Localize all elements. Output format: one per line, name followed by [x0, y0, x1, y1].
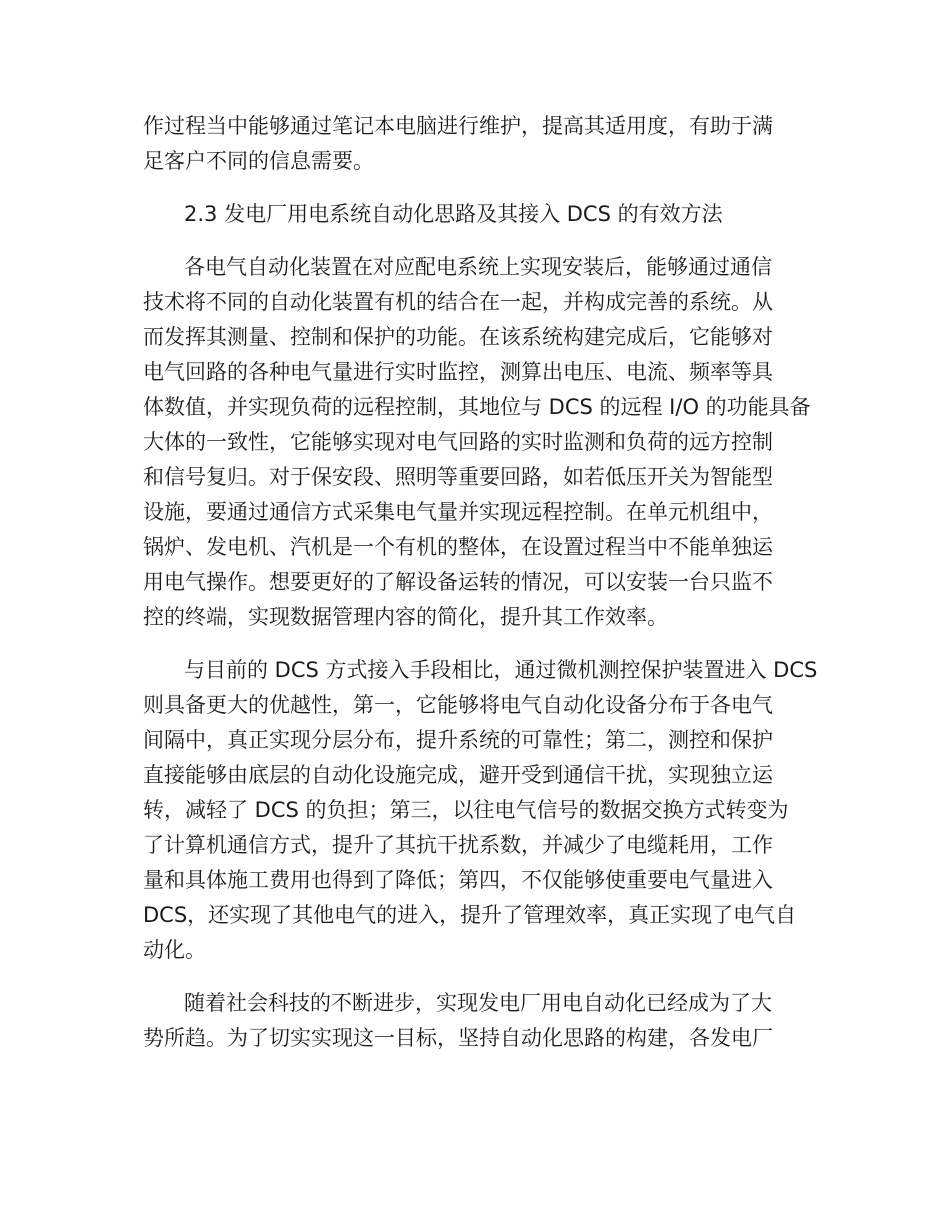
body-text-line: 而发挥其测量、控制和保护的功能。在该系统构建完成后，它能够对: [143, 325, 773, 349]
body-text-line: 动化。: [143, 938, 206, 962]
body-text-line: 和信号复归。对于保安段、照明等重要回路，如若低压开关为智能型: [143, 465, 773, 489]
body-text-line: 间隔中，真正实现分层分布，提升系统的可靠性；第二，测控和保护: [143, 728, 773, 752]
body-text-line: DCS，还实现了其他电气的进入，提升了管理效率，真正实现了电气自: [143, 903, 797, 927]
body-text-line: 大体的一致性，它能够实现对电气回路的实时监测和负荷的远方控制: [143, 430, 773, 454]
body-text-line: 电气回路的各种电气量进行实时监控，测算出电压、电流、频率等具: [143, 360, 773, 384]
body-text-line: 随着社会科技的不断进步，实现发电厂用电自动化已经成为了大: [184, 991, 772, 1015]
body-text-line: 量和具体施工费用也得到了降低；第四，不仅能够使重要电气量进入: [143, 868, 773, 892]
body-text-line: 锅炉、发电机、汽机是一个有机的整体，在设置过程当中不能单独运: [143, 535, 773, 559]
body-text-line: 用电气操作。想要更好的了解设备运转的情况，可以安装一台只监不: [143, 570, 773, 594]
body-text-line: 直接能够由底层的自动化设施完成，避开受到通信干扰，实现独立运: [143, 763, 773, 787]
body-text-line: 势所趋。为了切实实现这一目标，坚持自动化思路的构建，各发电厂: [143, 1026, 773, 1050]
body-text-line: 设施，要通过通信方式采集电气量并实现远程控制。在单元机组中，: [143, 500, 773, 524]
body-text-line: 体数值，并实现负荷的远程控制，其地位与 DCS 的远程 I/O 的功能具备: [143, 395, 811, 419]
body-text-line: 则具备更大的优越性，第一，它能够将电气自动化设备分布于各电气: [143, 693, 773, 717]
body-text-line: 转，减轻了 DCS 的负担；第三，以往电气信号的数据交换方式转变为: [143, 798, 789, 822]
body-text-line: 技术将不同的自动化装置有机的结合在一起，并构成完善的系统。从: [143, 290, 773, 314]
body-text-line: 与目前的 DCS 方式接入手段相比，通过微机测控保护装置进入 DCS: [184, 658, 818, 682]
body-text-line: 足客户不同的信息需要。: [143, 149, 374, 173]
section-heading: 2.3 发电厂用电系统自动化思路及其接入 DCS 的有效方法: [184, 202, 723, 226]
body-text-line: 作过程当中能够通过笔记本电脑进行维护，提高其适用度，有助于满: [143, 114, 773, 138]
body-text-line: 控的终端，实现数据管理内容的简化，提升其工作效率。: [143, 605, 668, 629]
body-text-line: 了计算机通信方式，提升了其抗干扰系数，并减少了电缆耗用，工作: [143, 833, 773, 857]
body-text-line: 各电气自动化装置在对应配电系统上实现安装后，能够通过通信: [184, 255, 772, 279]
